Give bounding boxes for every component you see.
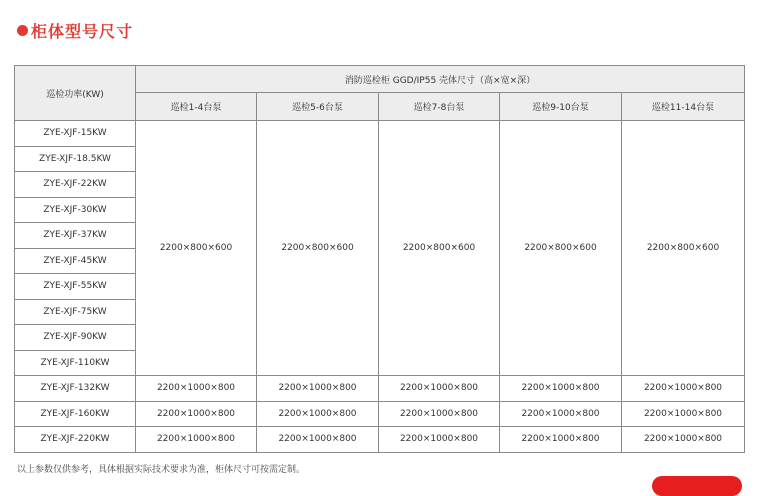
size-cell: 2200×1000×800 [500, 401, 622, 427]
size-cell: 2200×800×600 [257, 121, 379, 376]
model-cell: ZYE-XJF-30KW [15, 197, 136, 223]
column-header: 巡检11-14台泵 [622, 93, 745, 121]
size-cell: 2200×800×600 [622, 121, 745, 376]
size-cell: 2200×1000×800 [379, 401, 500, 427]
size-cell: 2200×800×600 [500, 121, 622, 376]
bullet-dot-icon [17, 25, 28, 36]
model-cell: ZYE-XJF-220KW [15, 427, 136, 453]
column-header: 巡检1-4台泵 [136, 93, 257, 121]
column-header: 巡检9-10台泵 [500, 93, 622, 121]
size-cell: 2200×1000×800 [622, 401, 745, 427]
cabinet-size-table [14, 65, 745, 453]
disclaimer-note: 以上参数仅供参考，具体根据实际技术要求为准，柜体尺寸可按需定制。 [17, 465, 306, 475]
column-header: 巡检7-8台泵 [379, 93, 500, 121]
model-cell: ZYE-XJF-160KW [15, 401, 136, 427]
size-group-header: 消防巡检柜 GGD/IP55 壳体尺寸（高×宽×深） [136, 66, 745, 93]
size-cell: 2200×1000×800 [257, 401, 379, 427]
model-cell: ZYE-XJF-22KW [15, 172, 136, 198]
table-row [15, 376, 745, 402]
size-cell: 2200×1000×800 [500, 427, 622, 453]
size-cell: 2200×1000×800 [622, 376, 745, 402]
model-cell: ZYE-XJF-110KW [15, 350, 136, 376]
size-cell: 2200×1000×800 [379, 427, 500, 453]
contact-badge-button[interactable] [652, 476, 742, 496]
size-cell: 2200×1000×800 [500, 376, 622, 402]
size-cell: 2200×1000×800 [136, 376, 257, 402]
table-row [15, 427, 745, 453]
size-cell: 2200×1000×800 [257, 427, 379, 453]
model-cell: ZYE-XJF-75KW [15, 299, 136, 325]
model-cell: ZYE-XJF-45KW [15, 248, 136, 274]
model-cell: ZYE-XJF-37KW [15, 223, 136, 249]
model-cell: ZYE-XJF-90KW [15, 325, 136, 351]
model-cell: ZYE-XJF-132KW [15, 376, 136, 402]
section-title-text: 柜体型号尺寸 [31, 21, 134, 41]
size-cell: 2200×1000×800 [257, 376, 379, 402]
size-cell: 2200×800×600 [136, 121, 257, 376]
size-cell: 2200×1000×800 [379, 376, 500, 402]
size-cell: 2200×1000×800 [136, 427, 257, 453]
model-cell: ZYE-XJF-55KW [15, 274, 136, 300]
table-header-row [15, 66, 745, 93]
column-header: 巡检5-6台泵 [257, 93, 379, 121]
model-cell: ZYE-XJF-15KW [15, 121, 136, 147]
table-row [15, 121, 745, 147]
section-title [17, 18, 133, 42]
table-row [15, 401, 745, 427]
power-column-header: 巡检功率(KW) [15, 66, 136, 121]
size-cell: 2200×800×600 [379, 121, 500, 376]
model-cell: ZYE-XJF-18.5KW [15, 146, 136, 172]
size-cell: 2200×1000×800 [622, 427, 745, 453]
size-cell: 2200×1000×800 [136, 401, 257, 427]
